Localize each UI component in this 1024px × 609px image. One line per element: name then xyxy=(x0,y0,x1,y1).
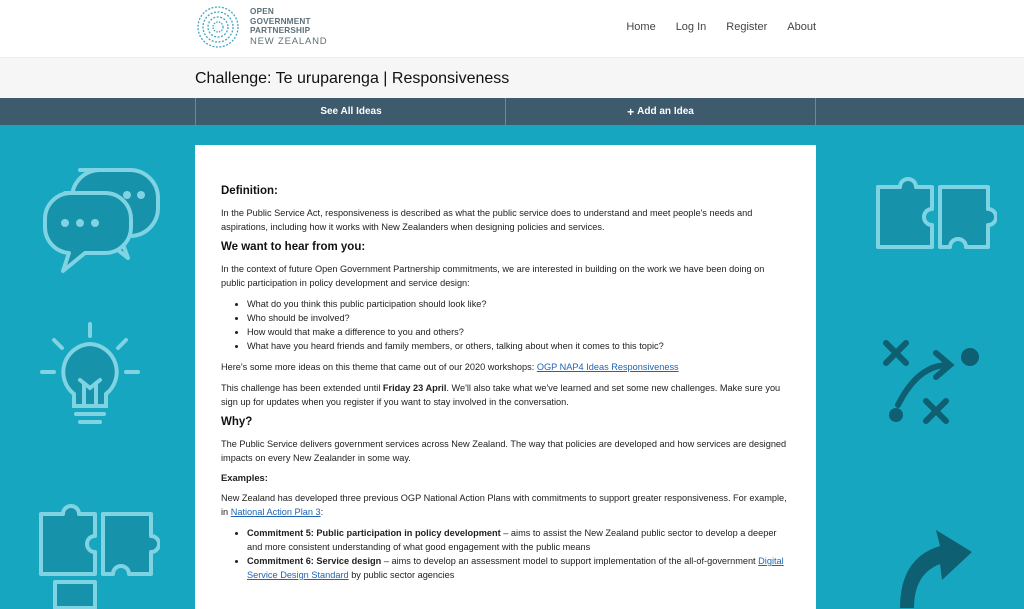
extended-pre: This challenge has been extended until xyxy=(221,383,383,393)
nav-home[interactable]: Home xyxy=(626,21,656,33)
ogp-spiral-logo-icon xyxy=(194,4,242,50)
commitment-text: – aims to assist the New Zealand public sector to develop a deeper and more consistent understanding of what good engagement with the public means xyxy=(247,528,777,552)
commitments-list xyxy=(247,526,790,582)
action-bar xyxy=(0,98,1024,125)
list-item xyxy=(247,526,790,554)
ideas-link[interactable]: OGP NAP4 Ideas Responsiveness xyxy=(536,362,679,372)
extended-paragraph xyxy=(221,381,790,409)
examples-heading: Examples: xyxy=(221,472,268,483)
nap3-link[interactable]: National Action Plan 3 xyxy=(230,507,321,517)
ideas-text: Here's some more ideas on this theme that came out of our 2020 workshops: xyxy=(221,362,537,372)
logo-line-country: NEW ZEALAND xyxy=(250,35,328,47)
list-item: • What have you heard friends and family members, or others, talking about when it comes to this topic? xyxy=(247,339,790,353)
chat-bubbles-icon xyxy=(35,165,165,275)
logo-text xyxy=(250,7,327,47)
commitment-title: Commitment 5: Public participation in policy development xyxy=(247,528,501,538)
puzzle-icon xyxy=(872,173,997,283)
definition-heading: Definition: xyxy=(221,185,278,197)
main-nav xyxy=(626,21,816,33)
list-item: • How would that make a difference to you and others? xyxy=(247,325,790,339)
examples-pre: New Zealand has developed three previous OGP National Action Plans with commitments to support greater responsiveness. For example, in xyxy=(221,493,787,517)
ogp-nz-logo[interactable] xyxy=(194,4,334,50)
plus-icon: + xyxy=(627,104,635,119)
extended-date: Friday 23 April xyxy=(382,383,447,393)
strategy-play-icon xyxy=(878,335,988,430)
commitment-text: – aims to develop an assessment model to support implementation of the all-of-government xyxy=(381,556,759,566)
challenge-content-card xyxy=(195,145,816,609)
nav-about[interactable]: About xyxy=(787,21,816,33)
nav-register[interactable]: Register xyxy=(726,21,768,33)
add-idea-button[interactable] xyxy=(505,98,816,125)
examples-post: : xyxy=(320,507,324,517)
list-item: • Who should be involved? xyxy=(247,311,790,325)
add-idea-label: Add an Idea xyxy=(637,106,694,117)
logo-line: GOVERNMENT xyxy=(250,16,311,26)
hear-text: In the context of future Open Government Partnership commitments, we are interested in building on the work we have been doing on public participation in policy development and service design: xyxy=(221,264,765,288)
definition-text: In the Public Service Act, responsiveness is described as what the public service does to understand and meet people's needs and aspirations, including how it works with New Zealanders when designing policies and services. xyxy=(221,208,753,232)
top-header xyxy=(0,0,1024,57)
arrow-up-icon xyxy=(880,500,990,609)
list-item xyxy=(247,554,790,582)
list-item: • What do you think this public participation should look like? xyxy=(247,297,790,311)
see-all-ideas-label: See All Ideas xyxy=(320,106,382,117)
logo-line: OPEN xyxy=(250,7,275,17)
why-text: The Public Service delivers government services across New Zealand. The way that policies are developed and how services are designed impacts on every New Zealander in some way. xyxy=(221,439,787,463)
puzzle-icon xyxy=(35,500,160,609)
ideas-paragraph xyxy=(221,360,790,374)
title-bar xyxy=(0,57,1024,98)
page-title: Challenge: Te uruparenga | Responsiveness xyxy=(195,70,510,87)
extended-post: . We'll also take what we've learned and set some new challenges. Make sure you sign up for updates when you register if you want to stay involved in the conversation. xyxy=(221,383,781,407)
hear-heading: We want to hear from you: xyxy=(221,241,366,253)
commitment-title: Commitment 6: Service design xyxy=(247,556,382,566)
why-heading: Why? xyxy=(221,416,253,428)
nav-login[interactable]: Log In xyxy=(675,21,707,33)
lightbulb-icon xyxy=(40,320,140,440)
questions-list xyxy=(247,297,790,353)
commitment-after: by public sector agencies xyxy=(348,570,455,580)
examples-paragraph xyxy=(221,491,790,519)
see-all-ideas-button[interactable] xyxy=(195,98,506,125)
logo-line: PARTNERSHIP xyxy=(250,26,311,36)
digital-service-standard-link[interactable]: Digital Service Design Standard xyxy=(247,556,784,580)
